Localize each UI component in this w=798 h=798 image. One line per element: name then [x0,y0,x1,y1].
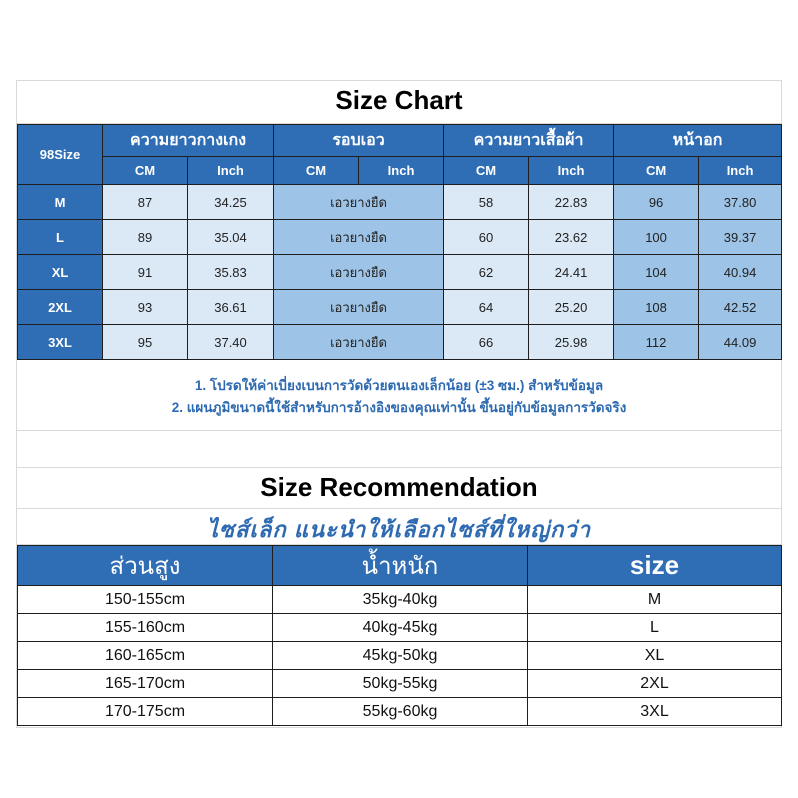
divider [16,508,782,509]
group-header: ความยาวกางเกง [103,125,274,157]
recommended-size: M [528,586,782,614]
pants-cm: 91 [103,255,188,290]
chest-inch: 39.37 [699,220,782,255]
top-cm: 60 [444,220,529,255]
pants-inch: 37.40 [188,325,274,360]
top-inch: 25.20 [529,290,614,325]
pants-cm: 89 [103,220,188,255]
size-header: size [528,546,782,586]
chest-cm: 96 [614,185,699,220]
table-row [18,586,782,614]
height-range: 165-170cm [18,670,273,698]
height-range: 150-155cm [18,586,273,614]
waist-value: เอวยางยืด [274,255,444,290]
recommended-size: 2XL [528,670,782,698]
pants-cm: 87 [103,185,188,220]
divider [16,430,782,431]
chest-inch: 44.09 [699,325,782,360]
top-cm: 64 [444,290,529,325]
size-chart-title: Size Chart [335,85,463,115]
recommended-size: L [528,614,782,642]
table-row [18,290,782,325]
chest-cm: 100 [614,220,699,255]
chest-inch: 42.52 [699,290,782,325]
top-inch: 23.62 [529,220,614,255]
pants-cm: 93 [103,290,188,325]
unit-header-row [18,157,782,185]
size-label: XL [18,255,103,290]
waist-value: เอวยางยืด [274,325,444,360]
unit-header: CM [614,157,699,185]
weight-range: 45kg-50kg [273,642,528,670]
table-row [18,670,782,698]
height-range: 155-160cm [18,614,273,642]
recommendation-table [17,545,782,726]
group-header: หน้าอก [614,125,782,157]
size-label: L [18,220,103,255]
top-inch: 25.98 [529,325,614,360]
weight-range: 35kg-40kg [273,586,528,614]
recommended-size: XL [528,642,782,670]
table-row [18,698,782,726]
pants-inch: 35.83 [188,255,274,290]
corner-label: 98Size [18,125,103,185]
top-inch: 24.41 [529,255,614,290]
group-header: รอบเอว [274,125,444,157]
chest-cm: 112 [614,325,699,360]
recommendation-title: Size Recommendation [260,472,538,502]
group-header: ความยาวเสื้อผ้า [444,125,614,157]
unit-header: CM [274,157,359,185]
table-row [18,642,782,670]
table-row [18,220,782,255]
chest-inch: 37.80 [699,185,782,220]
top-cm: 58 [444,185,529,220]
size-label: 3XL [18,325,103,360]
recommendation-header-row [18,546,782,586]
weight-range: 50kg-55kg [273,670,528,698]
waist-value: เอวยางยืด [274,185,444,220]
top-cm: 62 [444,255,529,290]
pants-inch: 36.61 [188,290,274,325]
unit-header: Inch [529,157,614,185]
chest-cm: 108 [614,290,699,325]
unit-header: Inch [188,157,274,185]
divider [16,467,782,468]
pants-inch: 35.04 [188,220,274,255]
group-header-row [18,125,782,157]
waist-value: เอวยางยืด [274,220,444,255]
size-chart-table [17,124,782,360]
weight-header: น้ำหนัก [273,546,528,586]
table-row [18,325,782,360]
chest-inch: 40.94 [699,255,782,290]
note-line: 1. โปรดให้ค่าเบี่ยงเบนการวัดด้วยตนเองเล็กน้อย (±3 ซม.) สำหรับข้อมูล [194,378,604,393]
height-range: 160-165cm [18,642,273,670]
chest-cm: 104 [614,255,699,290]
top-cm: 66 [444,325,529,360]
unit-header: CM [103,157,188,185]
weight-range: 55kg-60kg [273,698,528,726]
waist-value: เอวยางยืด [274,290,444,325]
unit-header: CM [444,157,529,185]
unit-header: Inch [359,157,444,185]
pants-inch: 34.25 [188,185,274,220]
table-row [18,255,782,290]
table-row [18,614,782,642]
height-header: ส่วนสูง [18,546,273,586]
top-inch: 22.83 [529,185,614,220]
recommended-size: 3XL [528,698,782,726]
weight-range: 40kg-45kg [273,614,528,642]
note-line: 2. แผนภูมิขนาดนี้ใช้สำหรับการอ้างอิงของคุณเท่านั้น ขึ้นอยู่กับข้อมูลการวัดจริง [171,400,627,415]
recommendation-subtitle: ไซส์เล็ก แนะนำให้เลือกไซส์ที่ใหญ่กว่า [206,517,591,542]
table-row [18,185,782,220]
size-label: M [18,185,103,220]
pants-cm: 95 [103,325,188,360]
unit-header: Inch [699,157,782,185]
size-label: 2XL [18,290,103,325]
height-range: 170-175cm [18,698,273,726]
